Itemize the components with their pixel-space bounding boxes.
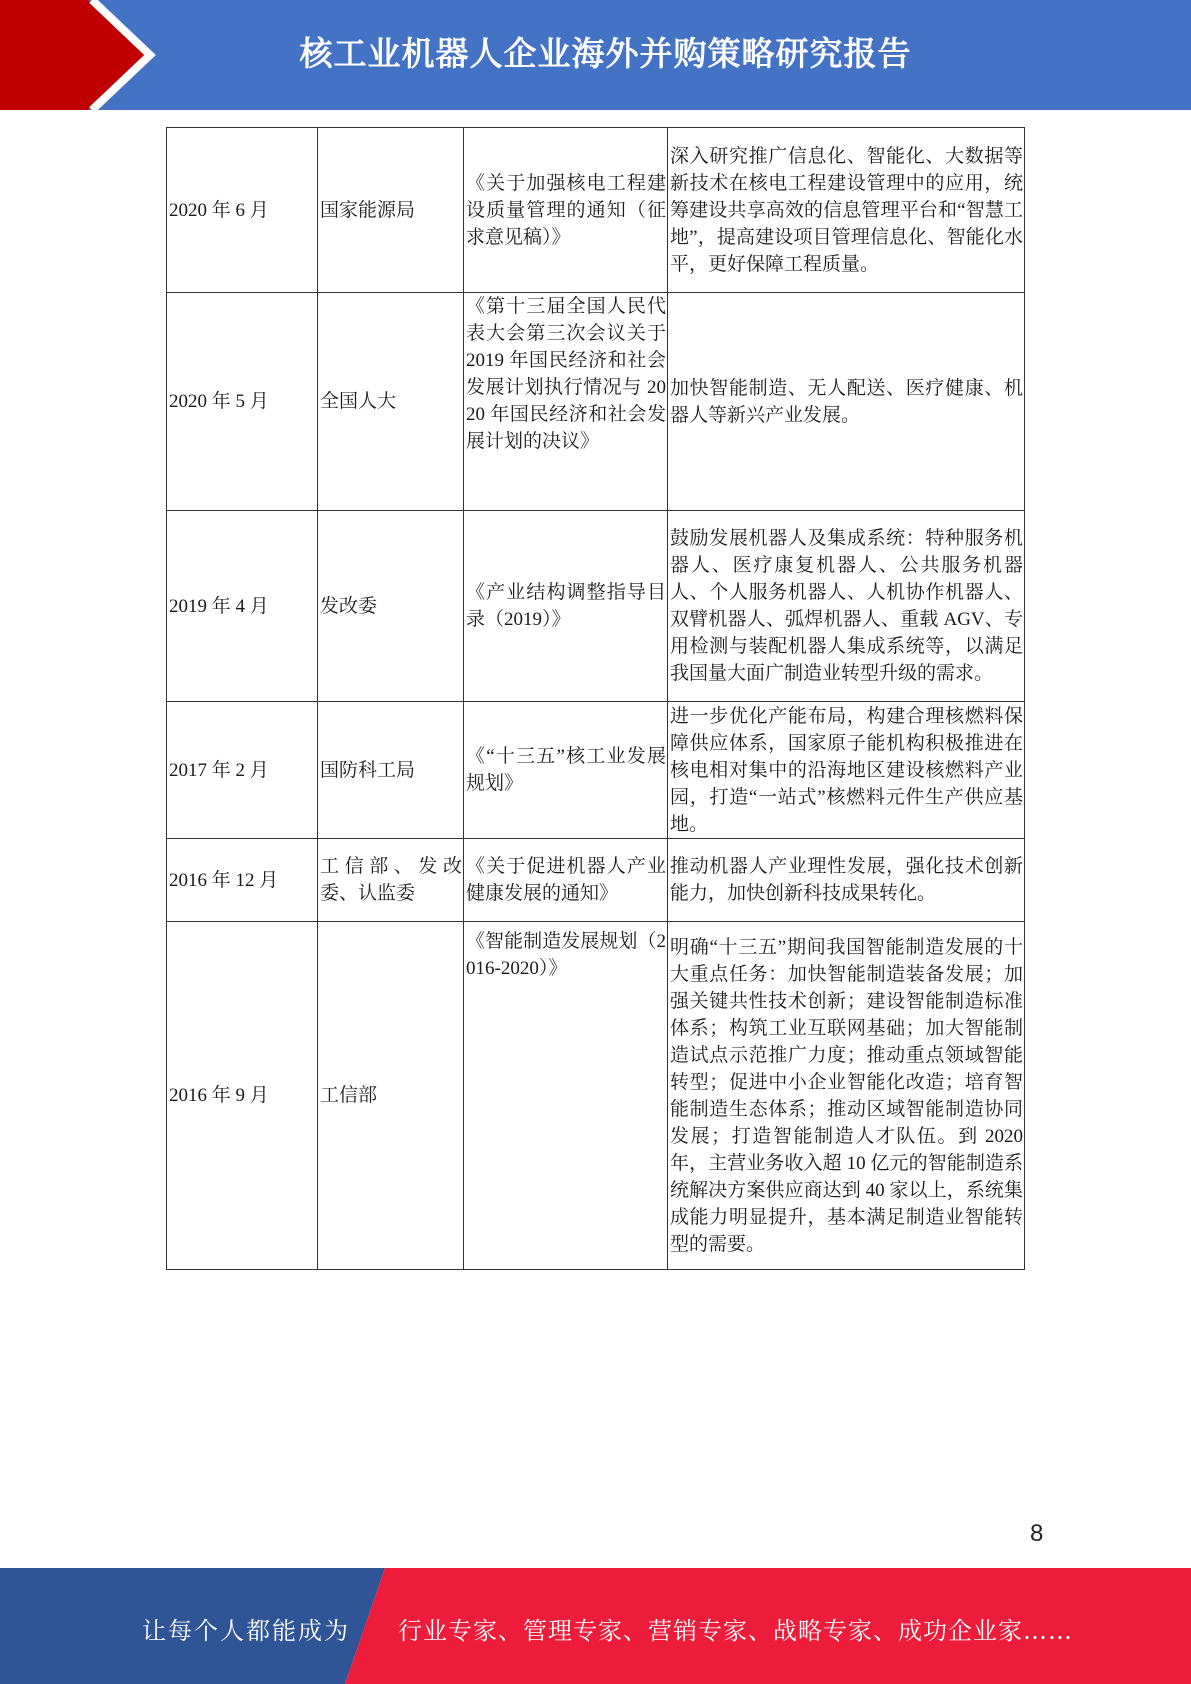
content-cell: 鼓励发展机器人及集成系统：特种服务机器人、医疗康复机器人、公共服务机器人、个人服务机器人、人机协作机器人、双臂机器人、弧焊机器人、重载 AGV、专用检测与装配机器人集成系统等，以满足我国量大面广制造业转型升级的需求。 xyxy=(668,511,1025,702)
report-title: 核工业机器人企业海外并购策略研究报告 xyxy=(299,34,912,73)
content-cell: 加快智能制造、无人配送、医疗健康、机器人等新兴产业发展。 xyxy=(668,293,1025,511)
agency-cell: 发改委 xyxy=(318,511,464,702)
content-cell: 明确“十三五”期间我国智能制造发展的十大重点任务：加快智能制造装备发展；加强关键共性技术创新；建设智能制造标准体系；构筑工业互联网基础；加大智能制造试点示范推广力度；推动重点领域智能转型；促进中小企业智能化改造；培育智能制造生态体系；推动区域智能制造协同发展；打造智能制造人才队伍。到 2020 年，主营业务收入超 10 亿元的智能制造系统解决方案供应商达到 40 家以上，系统集成能力明显提升，基本满足制造业智能转型的需要。 xyxy=(668,922,1025,1270)
page-footer xyxy=(0,1568,1191,1684)
date-cell: 2020 年 6 月 xyxy=(167,128,318,293)
table-row xyxy=(167,702,1025,839)
table-row xyxy=(167,839,1025,922)
footer-slogan-right: 行业专家、管理专家、营销专家、战略专家、成功企业家…… xyxy=(398,1617,1073,1645)
table-row xyxy=(167,922,1025,1270)
agency-cell: 全国人大 xyxy=(318,293,464,511)
date-cell: 2019 年 4 月 xyxy=(167,511,318,702)
table-row xyxy=(167,128,1025,293)
page-number: 8 xyxy=(1030,1520,1044,1547)
document-cell: 《第十三届全国人民代表大会第三次会议关于 2019 年国民经济和社会发展计划执行情况与 2020 年国民经济和社会发展计划的决议》 xyxy=(464,293,668,511)
content-cell: 深入研究推广信息化、智能化、大数据等新技术在核电工程建设管理中的应用，统筹建设共享高效的信息管理平台和“智慧工地”，提高建设项目管理信息化、智能化水平，更好保障工程质量。 xyxy=(668,128,1025,293)
table-row xyxy=(167,511,1025,702)
date-cell: 2020 年 5 月 xyxy=(167,293,318,511)
table-row xyxy=(167,293,1025,511)
date-cell: 2016 年 9 月 xyxy=(167,922,318,1270)
date-cell: 2017 年 2 月 xyxy=(167,702,318,839)
agency-cell: 工信部 xyxy=(318,922,464,1270)
document-cell: 《关于加强核电工程建设质量管理的通知（征求意见稿）》 xyxy=(464,128,668,293)
page-header xyxy=(0,0,1191,110)
agency-cell: 国家能源局 xyxy=(318,128,464,293)
document-cell: 《“十三五”核工业发展规划》 xyxy=(464,702,668,839)
document-cell: 《产业结构调整指导目录（2019）》 xyxy=(464,511,668,702)
content-cell: 进一步优化产能布局，构建合理核燃料保障供应体系，国家原子能机构积极推进在核电相对集中的沿海地区建设核燃料产业园，打造“一站式”核燃料元件生产供应基地。 xyxy=(668,702,1025,839)
agency-cell: 国防科工局 xyxy=(318,702,464,839)
date-cell: 2016 年 12 月 xyxy=(167,839,318,922)
policy-table xyxy=(166,127,1025,1270)
footer-slogan-left: 让每个人都能成为 xyxy=(142,1617,350,1645)
agency-cell: 工信部、发改委、认监委 xyxy=(318,839,464,922)
document-cell: 《智能制造发展规划（2016-2020）》 xyxy=(464,922,668,1270)
content-cell: 推动机器人产业理性发展，强化技术创新能力，加快创新科技成果转化。 xyxy=(668,839,1025,922)
document-cell: 《关于促进机器人产业健康发展的通知》 xyxy=(464,839,668,922)
